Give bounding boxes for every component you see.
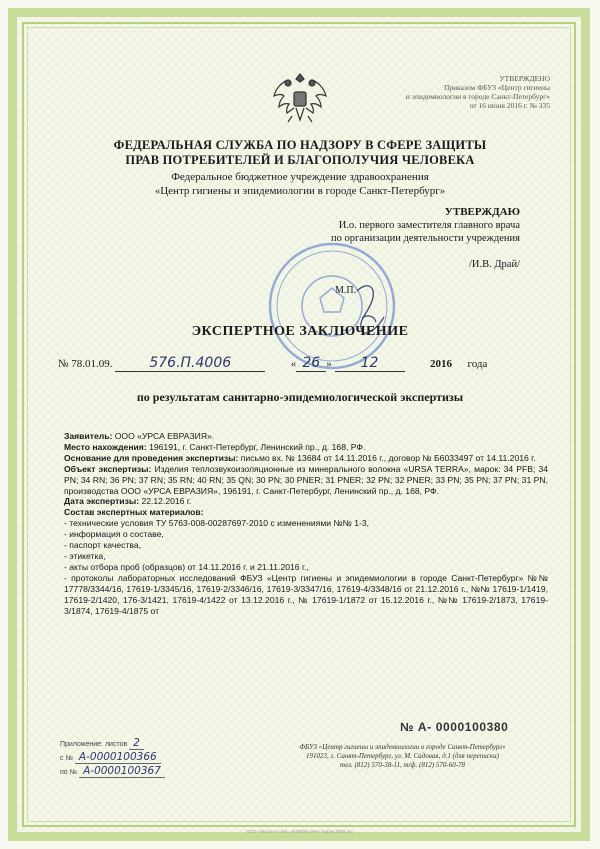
number-prefix: № 78.01.09. [58,358,113,370]
approve-title: УТВЕРЖДАЮ [444,206,520,218]
from-label: с № [60,755,73,762]
issuer-phone: тел. (812) 570-38-11, т/ф. (812) 570-60-78 [339,761,466,769]
approval-note-line: и эпидемиологии в городе Санкт-Петербург» [405,92,550,101]
approval-note-line: Приказом ФБУЗ «Центр гигиены [443,83,550,92]
institution-line-2: «Центр гигиены и эпидемиологии в городе Санкт-Петербург» [154,185,446,197]
to-label: по № [60,769,78,776]
attachment-from-row [60,751,250,765]
applicant-row [64,431,548,442]
materials-item: - протоколы лабораторных исследований ФБУЗ «Центр гигиены и эпидемиологии в городе Санкт-Петербург» №№ 17778/3344/16, 17619-1/3345/16, 17619-2/3346/16, 17619-3/3347/16, 17619-4/3348/16 от 21.12.2016 г., №№ 17619-1/1419, 17619-2/1420, 176-3/1421, 17619-4/1422 от 13.12.2016 г., № 17619-1/1872 от 15.12.2016 г., №№ 17619-2/1873, 17619-3/1874, 17619-4/1875 от [64,572,548,616]
approver-position-line-2: по организации деятельности учреждения [331,233,520,244]
approval-note-line: УТВЕРЖДЕНО [499,74,550,83]
form-serial-number: № А- 0000100380 [400,720,509,734]
agency-line-1: ФЕДЕРАЛЬНАЯ СЛУЖБА ПО НАДЗОРУ В СФЕРЕ ЗАЩИТЫ [113,138,487,152]
location-row [64,442,548,453]
institution-line-1: Федеральное бюджетное учреждение здравоохранения [171,171,429,183]
applicant-value: ООО «УРСА ЕВРАЗИЯ». [114,431,215,441]
applicant-label: Заявитель: [64,431,113,441]
materials-item: - паспорт качества, [64,540,141,551]
materials-item: - акты отбора проб (образцов) от 14.11.2016 г. и 21.11.2016 г., [64,561,309,572]
location-value: 196191, г. Санкт-Петербург, Ленинский пр., д. 168, РФ. [149,441,366,452]
agency-name [40,138,560,168]
sheets-label: Приложение: листов [60,741,128,748]
basis-value: письмо вх. № 13684 от 14.11.2016 г., договор № Б6033497 от 14.11.2016 г. [240,452,536,463]
institution-name [40,170,560,198]
object-value: Изделия теплозвукоизоляционные из минерального волокна «URSA TERRA», марок: 34 PFB; 34 PN; 34 RN; 36 PN; 37 RN; 35 RN; 40 RN; 35 QN; 30 PN; 30 PNER; 31 PNER; 32 PN; 32 PNER; 33 PN; 35 PN; 37 PN; 31 PN, производства ООО «УРСА ЕВРАЗИЯ», 196191, г. Санкт-Петербург, Ленинский пр., д. 168, РФ. [64,463,549,496]
document-body [64,431,548,616]
date-row [64,496,548,507]
document-number-line: № 78.01.09. 576.П.4006 « 26 » 12 2016 года [58,355,488,371]
signer-name: /И.В. Драй/ [469,259,520,270]
document-title: ЭКСПЕРТНОЕ ЗАКЛЮЧЕНИЕ [191,324,409,339]
printer-note: ООО «Литэксп» Лиц. №00090 ИНН Тираж 2000 экз. [246,829,354,834]
date-label: Дата экспертизы: [64,496,140,507]
year-suffix: года [467,358,488,370]
object-row [64,464,548,497]
approver-position-line-1: И.о. первого заместителя главного врача [338,220,520,231]
approval-note-line: от 16 июня 2016 г. № 335 [469,101,550,110]
materials-item: - технические условия ТУ 5763-008-00287697-2010 с изменениями №№ 1-3, [64,518,370,529]
approval-note [350,74,550,110]
date-value: 22.12.2016 г. [141,496,192,507]
year: 2016 [430,358,452,370]
issuer-address: 191023, г. Санкт-Петербург, ул. М. Садовая, д.1 (для переписки) [305,752,499,760]
agency-line-2: ПРАВ ПОТРЕБИТЕЛЕЙ И БЛАГОПОЛУЧИЯ ЧЕЛОВЕКА [125,153,475,167]
location-label: Место нахождения: [64,441,147,452]
document-subtitle: по результатам санитарно-эпидемиологической экспертизы [136,390,464,404]
basis-label: Основание для проведения экспертизы: [64,452,239,463]
handwritten-document-number: 576.П.4006 [115,355,265,372]
basis-row [64,453,548,464]
materials-item: - этикетка, [64,550,106,561]
issuer-contacts [255,743,550,770]
materials-heading: Состав экспертных материалов: [64,507,204,518]
object-label: Объект экспертизы: [64,463,152,474]
attachment-sheets-row [60,737,250,751]
handwritten-day: 26 [296,355,326,372]
seal-label: М.П. [335,285,357,296]
sheets-count: 2 [129,737,144,750]
attachment-to-row [60,765,250,779]
to-number: А-0000100367 [79,765,165,778]
materials-item: - информация о составе, [64,529,164,540]
double-headed-eagle-emblem-icon [268,66,332,130]
attachment-info [60,737,250,779]
from-number: А-0000100366 [75,751,161,764]
handwritten-month: 12 [335,355,405,372]
issuer-name: ФБУЗ «Центр гигиены и эпидемиологии в городе Санкт-Петербург» [299,743,506,751]
